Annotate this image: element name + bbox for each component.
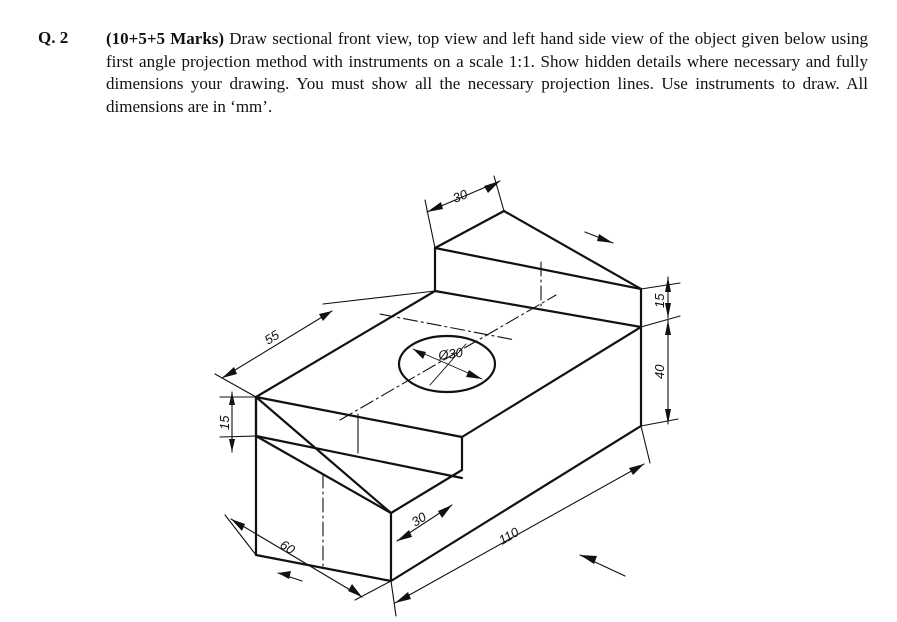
dim-hole-diameter: Ø30 xyxy=(437,344,464,363)
dim-depth: 60 xyxy=(277,536,298,558)
dim-right-lower-height: 40 xyxy=(652,364,667,379)
hidden-lines xyxy=(323,262,556,568)
object-outline xyxy=(256,211,641,581)
dim-step-width: 30 xyxy=(408,509,429,530)
dim-right-upper-height: 15 xyxy=(652,293,667,308)
question-text: Draw sectional front view, top view and left hand side view of the object given below using first angle projection method with instruments on a scale 1:1. Show hidden details where necessary and fully dimensions your drawing. You must show all the necessary projection lines. Use instruments to draw. All dimensions are in ‘mm’. xyxy=(106,29,868,116)
question-number: Q. 2 xyxy=(38,28,69,47)
dim-top-width: 30 xyxy=(450,186,470,206)
dim-left-length: 55 xyxy=(261,327,282,348)
question-marks: (10+5+5 Marks) xyxy=(106,29,225,48)
dim-left-height: 15 xyxy=(217,415,232,430)
dim-length: 110 xyxy=(496,524,522,548)
